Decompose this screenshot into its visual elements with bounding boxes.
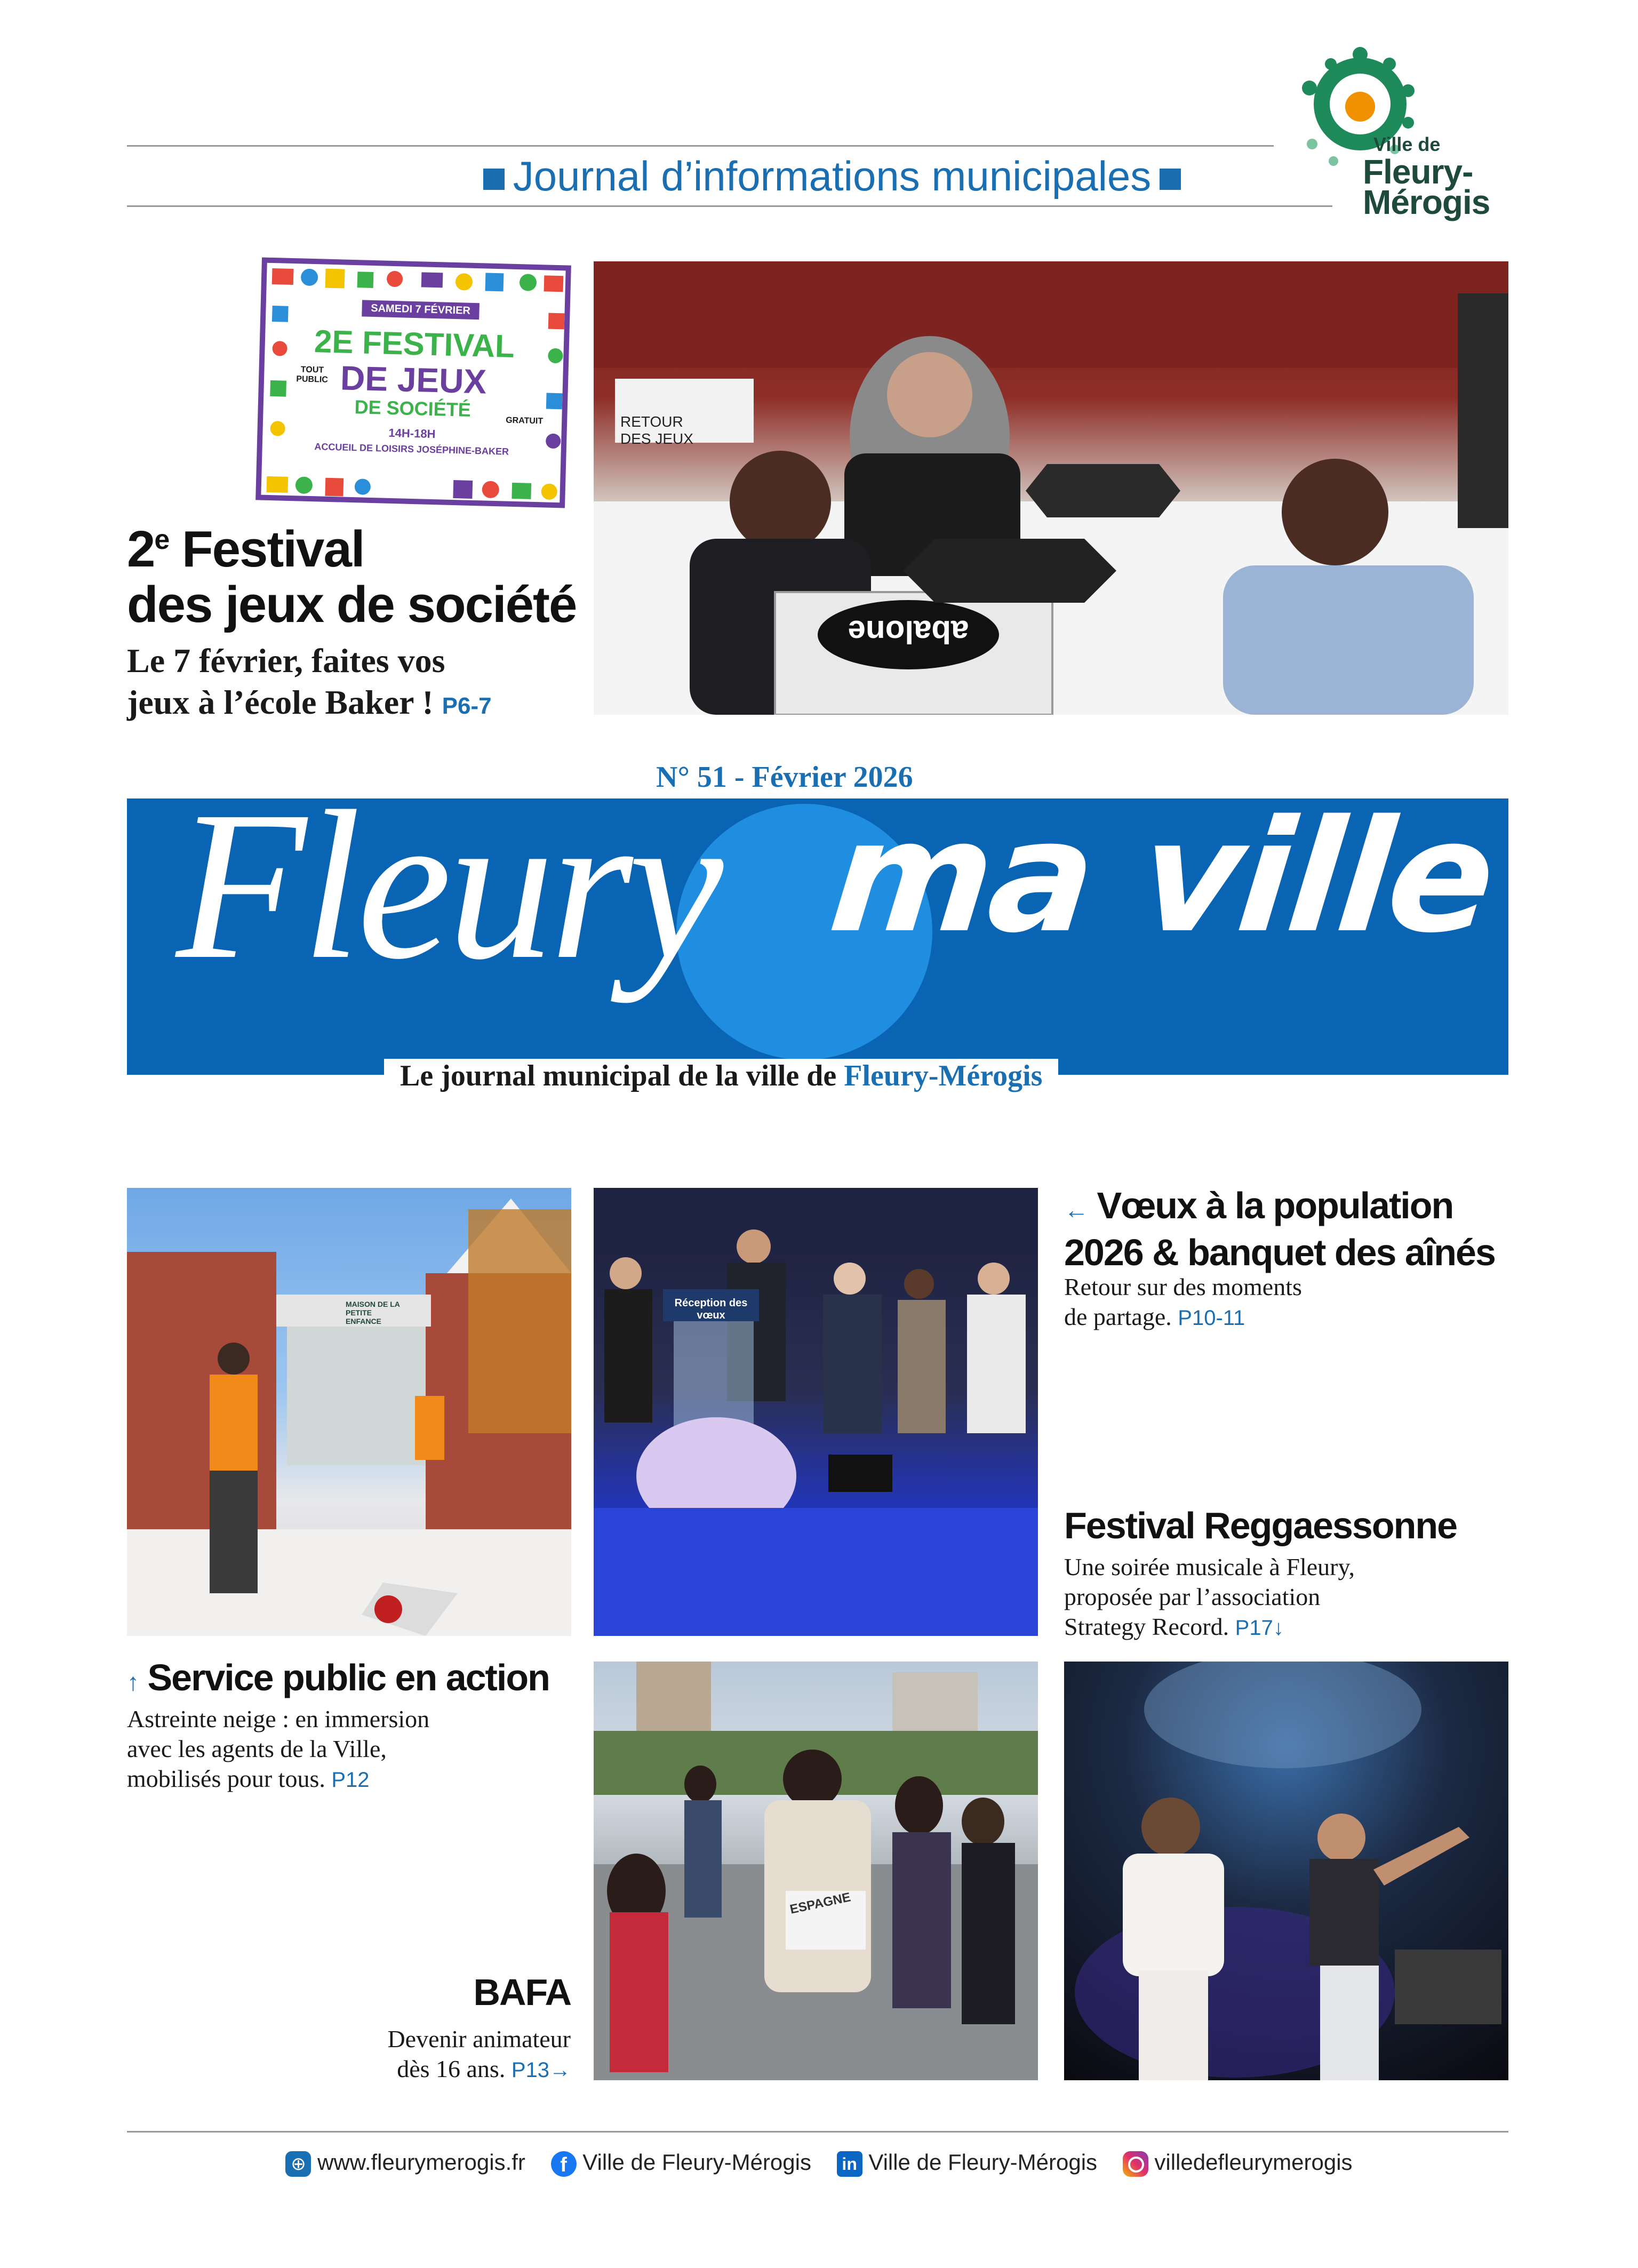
footer-links (0, 2150, 1638, 2177)
voeux-ceremony-photo (594, 1188, 1038, 1636)
footer-rule (127, 2131, 1508, 2133)
service-page-ref[interactable]: P12 (331, 1768, 370, 1792)
festival-title[interactable]: 2e Festival des jeux de société (127, 521, 577, 633)
masthead-subtitle: Le journal municipal de la ville de Fleury-Mérogis (384, 1059, 1058, 1093)
service-desc: Astreinte neige : en immersion avec les agents de la Ville, mobilisés pour tous. P12 (127, 1705, 430, 1792)
poster-date: SAMEDI 7 FÉVRIER (362, 300, 480, 320)
arrow-up-icon: ↑ (127, 1668, 138, 1696)
issue-number: N° 51 - Février 2026 (656, 761, 913, 794)
square-bullet-icon (483, 169, 505, 190)
facebook-icon: f (551, 2151, 577, 2177)
student-sign: ESPAGNE (788, 1890, 852, 1917)
header-tagline: Journal d’informations municipales (459, 152, 1205, 201)
logo-line-2: Mérogis (1363, 183, 1490, 221)
game-box-label: abalone (848, 614, 969, 650)
footer-linkedin[interactable]: in Ville de Fleury-Mérogis (837, 2150, 1104, 2175)
logo-line-1: Fleury- (1363, 153, 1473, 191)
header-rule-top (127, 145, 1274, 147)
voeux-page-ref[interactable]: P10-11 (1178, 1306, 1245, 1330)
instagram-icon (1123, 2151, 1148, 2177)
snow-building-sign: MAISON DE LA PETITE ENFANCE (346, 1300, 400, 1325)
concert-scene (1064, 1662, 1508, 2080)
children-scene (594, 1662, 1038, 2080)
festival-poster[interactable] (255, 257, 571, 508)
logo-small-text: Ville de (1373, 133, 1441, 155)
city-logo[interactable] (1280, 43, 1525, 219)
masthead-title-2: ma ville (822, 787, 1500, 967)
header-rule-bottom (127, 205, 1332, 207)
arrow-down-icon: ↓ (1273, 1616, 1284, 1640)
poster-title-3: DE SOCIÉTÉ (354, 396, 472, 421)
poster-venue: ACCUEIL DE LOISIRS JOSÉPHINE-BAKER (314, 441, 509, 457)
festival-desc: Le 7 février, faites vos jeux à l’école Baker ! P6-7 (127, 642, 492, 721)
poster-title-2: DE JEUX (340, 358, 487, 401)
reggae-concert-photo (1064, 1662, 1508, 2080)
reggae-title[interactable]: Festival Reggaessonne (1064, 1505, 1457, 1546)
poster-title-1: 2E FESTIVAL (314, 323, 515, 364)
masthead-title-1: Fleury (176, 767, 720, 1003)
footer-instagram[interactable]: villedefleurymerogis (1123, 2150, 1353, 2175)
board-game-photo (594, 261, 1508, 715)
poster-left-note: TOUT PUBLIC (296, 365, 329, 385)
bafa-page-ref[interactable]: P13 (511, 2058, 549, 2082)
globe-icon: ⊕ (285, 2151, 311, 2177)
reggae-desc: Une soirée musicale à Fleury, proposée par l’association Strategy Record. P17↓ (1064, 1553, 1355, 1640)
snow-service-photo (127, 1188, 571, 1636)
game-return-sign: RETOUR DES JEUX (620, 413, 693, 447)
ceremony-scene (594, 1188, 1038, 1636)
service-title[interactable]: ↑ Service public en action (127, 1657, 549, 1698)
snow-scene (127, 1188, 571, 1636)
linkedin-icon: in (837, 2151, 862, 2177)
podium-sign: Réception des vœux (674, 1297, 748, 1321)
bafa-children-photo (594, 1662, 1038, 2080)
footer-facebook[interactable]: f Ville de Fleury-Mérogis (551, 2150, 818, 2175)
festival-page-ref[interactable]: P6-7 (442, 693, 492, 719)
reggae-page-ref[interactable]: P17 (1235, 1616, 1273, 1640)
poster-right-note: GRATUIT (505, 416, 544, 426)
bafa-desc: Devenir animateur dès 16 ans. P13→ (387, 2025, 571, 2082)
voeux-desc: Retour sur des moments de partage. P10-11 (1064, 1273, 1302, 1330)
square-bullet-icon (1160, 169, 1181, 190)
footer-website[interactable]: ⊕ www.fleurymerogis.fr (285, 2150, 531, 2175)
bafa-title[interactable]: BAFA (473, 1971, 571, 2013)
arrow-right-icon: → (549, 2058, 571, 2082)
voeux-title[interactable]: ← Vœux à la population 2026 & banquet des aînés (1064, 1185, 1495, 1273)
arrow-left-icon: ← (1064, 1196, 1088, 1224)
poster-hours: 14H-18H (388, 426, 436, 441)
board-game-scene (594, 261, 1508, 715)
